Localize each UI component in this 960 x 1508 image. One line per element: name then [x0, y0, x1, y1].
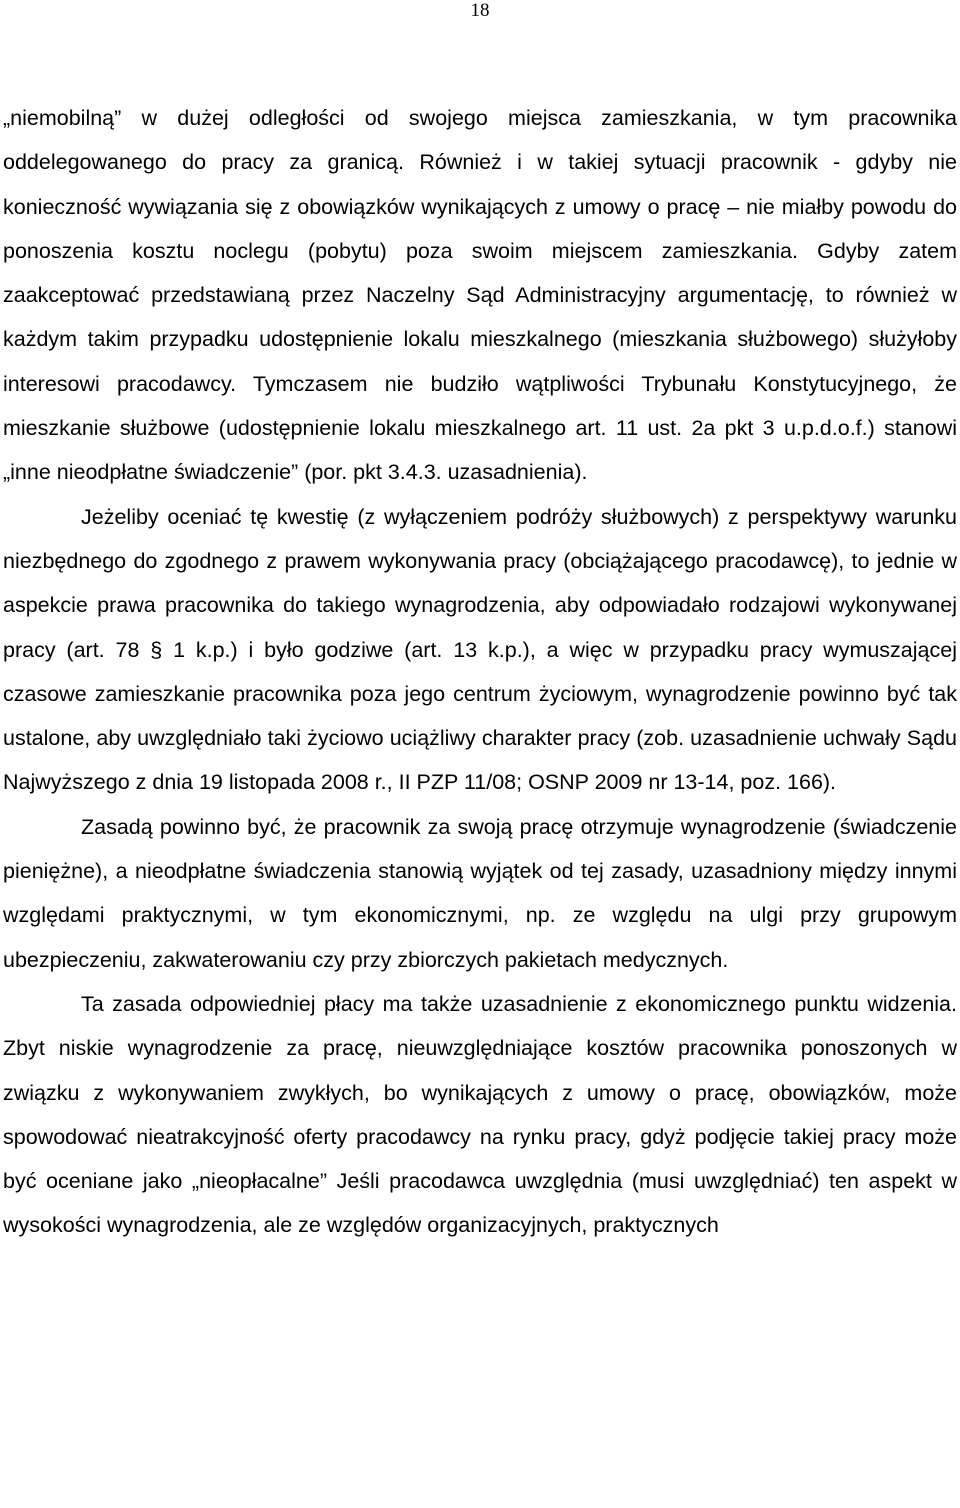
paragraph-payment-principle: Zasadą powinno być, że pracownik za swoją pracę otrzymuje wynagrodzenie (świadczenie pieniężne), a nieodpłatne świadczenia stanowią wyjątek od tej zasady, uzasadniony między innymi względami praktycznymi, w tym ekonomicznymi, np. ze względu na ulgi przy grupowym ubezpieczeniu, zakwaterowaniu czy przy zbiorczych pakietach medycznych. [3, 814, 957, 972]
paragraph-continuation: „niemobilną” w dużej odległości od swojego miejsca zamieszkania, w tym pracownika oddelegowanego do pracy za granicą. Również i w takiej sytuacji pracownik - gdyby nie konieczność wywiązania się z obowiązków wynikających z umowy o pracę – nie miałby powodu do ponoszenia kosztu noclegu (pobytu) poza swoim miejscem zamieszkania. Gdyby zatem zaakceptować przedstawianą przez Naczelny Sąd Administracyjny argumentację, to również w każdym takim przypadku udostępnienie lokalu mieszkalnego (mieszkania służbowego) służyłoby interesowi pracodawcy. Tymczasem nie budziło wątpliwości Trybunału Konstytucyjnego, że mieszkanie służbowe (udostępnienie lokalu mieszkalnego art. 11 ust. 2a pkt 3 u.p.d.o.f.) stanowi „inne nieodpłatne świadczenie” (por. pkt 3.4.3. uzasadnienia). [3, 106, 957, 485]
document-body [3, 96, 957, 1248]
paragraph-wage-requirement: Jeżeliby oceniać tę kwestię (z wyłączeniem podróży służbowych) z perspektywy warunku niezbędnego do zgodnego z prawem wykonywania pracy (obciążającego pracodawcę), to jednie w aspekcie prawa pracownika do takiego wynagrodzenia, aby odpowiadało rodzajowi wykonywanej pracy (art. 78 § 1 k.p.) i było godziwe (art. 13 k.p.), a więc w przypadku pracy wymuszającej czasowe zamieszkanie pracownika poza jego centrum życiowym, wynagrodzenie powinno być tak ustalone, aby uwzględniało taki życiowo uciążliwy charakter pracy (zob. uzasadnienie uchwały Sądu Najwyższego z dnia 19 listopada 2008 r., II PZP 11/08; OSNP 2009 nr 13-14, poz. 166). [3, 504, 957, 795]
page-number: 18 [470, 0, 490, 21]
paragraph-economic-rationale: Ta zasada odpowiedniej płacy ma także uzasadnienie z ekonomicznego punktu widzenia. Zbyt niskie wynagrodzenie za pracę, nieuwzględniające kosztów pracownika ponoszonych w związku z wykonywaniem zwykłych, bo wynikających z umowy o pracę, obowiązków, może spowodować nieatrakcyjność oferty pracodawcy na rynku pracy, gdyż podjęcie takiej pracy może być oceniane jako „nieopłacalne” Jeśli pracodawca uwzględnia (musi uwzględniać) ten aspekt w wysokości wynagrodzenia, ale ze względów organizacyjnych, praktycznych [3, 991, 957, 1238]
